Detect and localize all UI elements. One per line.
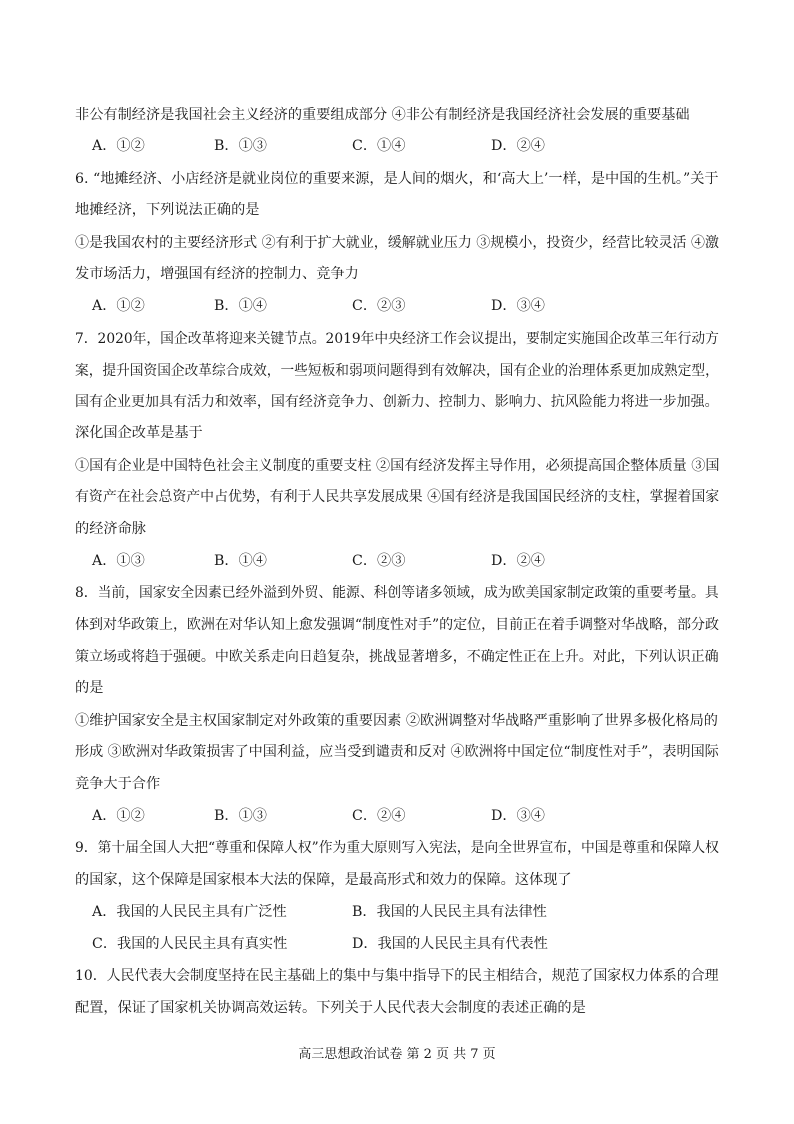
option-a[interactable]: A．①② bbox=[92, 298, 145, 314]
q8-statement-line: 形成 ③欧洲对华政策损害了中国利益，应当受到谴责和反对 ④欧洲将中国定位“制度性对手”，表明国际 bbox=[75, 744, 719, 760]
option-a[interactable]: A．①③ bbox=[92, 553, 145, 569]
option-c[interactable]: C．我国的人民民主具有真实性 bbox=[92, 936, 288, 952]
q8-stem-line: 8．当前，国家安全因素已经外溢到外贸、能源、科创等诸多领域，成为欧美国家制定政策的重要考量。具 bbox=[75, 585, 719, 601]
q6-stem-line: 地摊经济，下列说法正确的是 bbox=[75, 202, 260, 218]
q6-stem-line: 6. “地摊经济、小店经济是就业岗位的重要来源，是人间的烟火，和‘高大上’一样，是中国的生机。”关于 bbox=[75, 171, 719, 187]
option-a[interactable]: A．①② bbox=[92, 808, 145, 824]
option-a[interactable]: A．我国的人民民主具有广泛性 bbox=[92, 904, 287, 920]
option-b[interactable]: B．①④ bbox=[214, 553, 267, 569]
q10-stem-line: 配置，保证了国家机关协调高效运转。下列关于人民代表大会制度的表述正确的是 bbox=[75, 1000, 586, 1016]
option-c[interactable]: C．②③ bbox=[352, 553, 406, 569]
q7-stem-line: 7．2020年，国企改革将迎来关键节点。2019年中央经济工作会议提出，要制定实施国企改革三年行动方 bbox=[75, 331, 719, 347]
q7-statement-line: 的经济命脉 bbox=[75, 521, 146, 537]
option-c[interactable]: C．①④ bbox=[352, 138, 406, 154]
q10-stem-line: 10．人民代表大会制度坚持在民主基础上的集中与集中指导下的民主相结合，规范了国家权力体系的合理 bbox=[75, 968, 719, 984]
option-b[interactable]: B．①③ bbox=[214, 808, 267, 824]
q5-statement-line: 非公有制经济是我国社会主义经济的重要组成部分 ④非公有制经济是我国经济社会发展的重要基础 bbox=[75, 107, 690, 123]
q7-stem-line: 深化国企改革是基于 bbox=[75, 425, 203, 441]
q7-statement-line: 有资产在社会总资产中占优势，有利于人民共享发展成果 ④国有经济是我国国民经济的支柱，掌握着国家 bbox=[75, 489, 720, 505]
option-d[interactable]: D．③④ bbox=[491, 808, 545, 824]
page-footer: 高三思想政治试卷 第 2 页 共 7 页 bbox=[298, 1047, 496, 1062]
q7-stem-line: 国有企业更加具有活力和效率，国有经济竞争力、创新力、控制力、影响力、抗风险能力将进一步加强。 bbox=[75, 394, 719, 410]
q8-stem-line: 的是 bbox=[75, 680, 104, 696]
q8-statement-line: 竞争大于合作 bbox=[75, 776, 161, 792]
q8-statement-line: ①维护国家安全是主权国家制定对外政策的重要因素 ②欧洲调整对华战略严重影响了世界多极化格局的 bbox=[75, 713, 718, 729]
q8-stem-line: 策立场或将趋于强硬。中欧关系走向日趋复杂，挑战显著增多，不确定性正在上升。对此，下列认识正确 bbox=[75, 649, 719, 665]
option-d[interactable]: D．②④ bbox=[491, 138, 545, 154]
q8-stem-line: 体到对华政策上，欧洲在对华认知上愈发强调“制度性对手”的定位，目前正在着手调整对华战略，部分政 bbox=[75, 617, 719, 633]
option-d[interactable]: D．②④ bbox=[491, 553, 545, 569]
q9-stem-line: 9．第十届全国人大把“尊重和保障人权”作为重大原则写入宪法，是向全世界宣布，中国是尊重和保障人权 bbox=[75, 840, 719, 856]
option-c[interactable]: C．②④ bbox=[352, 808, 406, 824]
option-d[interactable]: D．我国的人民民主具有代表性 bbox=[352, 936, 548, 952]
q6-statement-line: 发市场活力，增强国有经济的控制力、竞争力 bbox=[75, 266, 359, 282]
q9-stem-line: 的国家，这个保障是国家根本大法的保障，是最高形式和效力的保障。这体现了 bbox=[75, 872, 572, 888]
q6-statement-line: ①是我国农村的主要经济形式 ②有利于扩大就业，缓解就业压力 ③规模小，投资少，经营比较灵活 ④激 bbox=[75, 235, 719, 251]
q7-statement-line: ①国有企业是中国特色社会主义制度的重要支柱 ②国有经济发挥主导作用，必须提高国企整体质量 ③国 bbox=[75, 458, 720, 474]
option-b[interactable]: B．我国的人民民主具有法律性 bbox=[352, 904, 547, 920]
option-c[interactable]: C．②③ bbox=[352, 298, 406, 314]
option-a[interactable]: A．①② bbox=[92, 138, 145, 154]
option-b[interactable]: B．①④ bbox=[214, 298, 267, 314]
option-b[interactable]: B．①③ bbox=[214, 138, 267, 154]
option-d[interactable]: D．③④ bbox=[491, 298, 545, 314]
q7-stem-line: 案，提升国资国企改革综合成效，一些短板和弱项问题得到有效解决，国有企业的治理体系更加成熟定型， bbox=[75, 363, 719, 379]
